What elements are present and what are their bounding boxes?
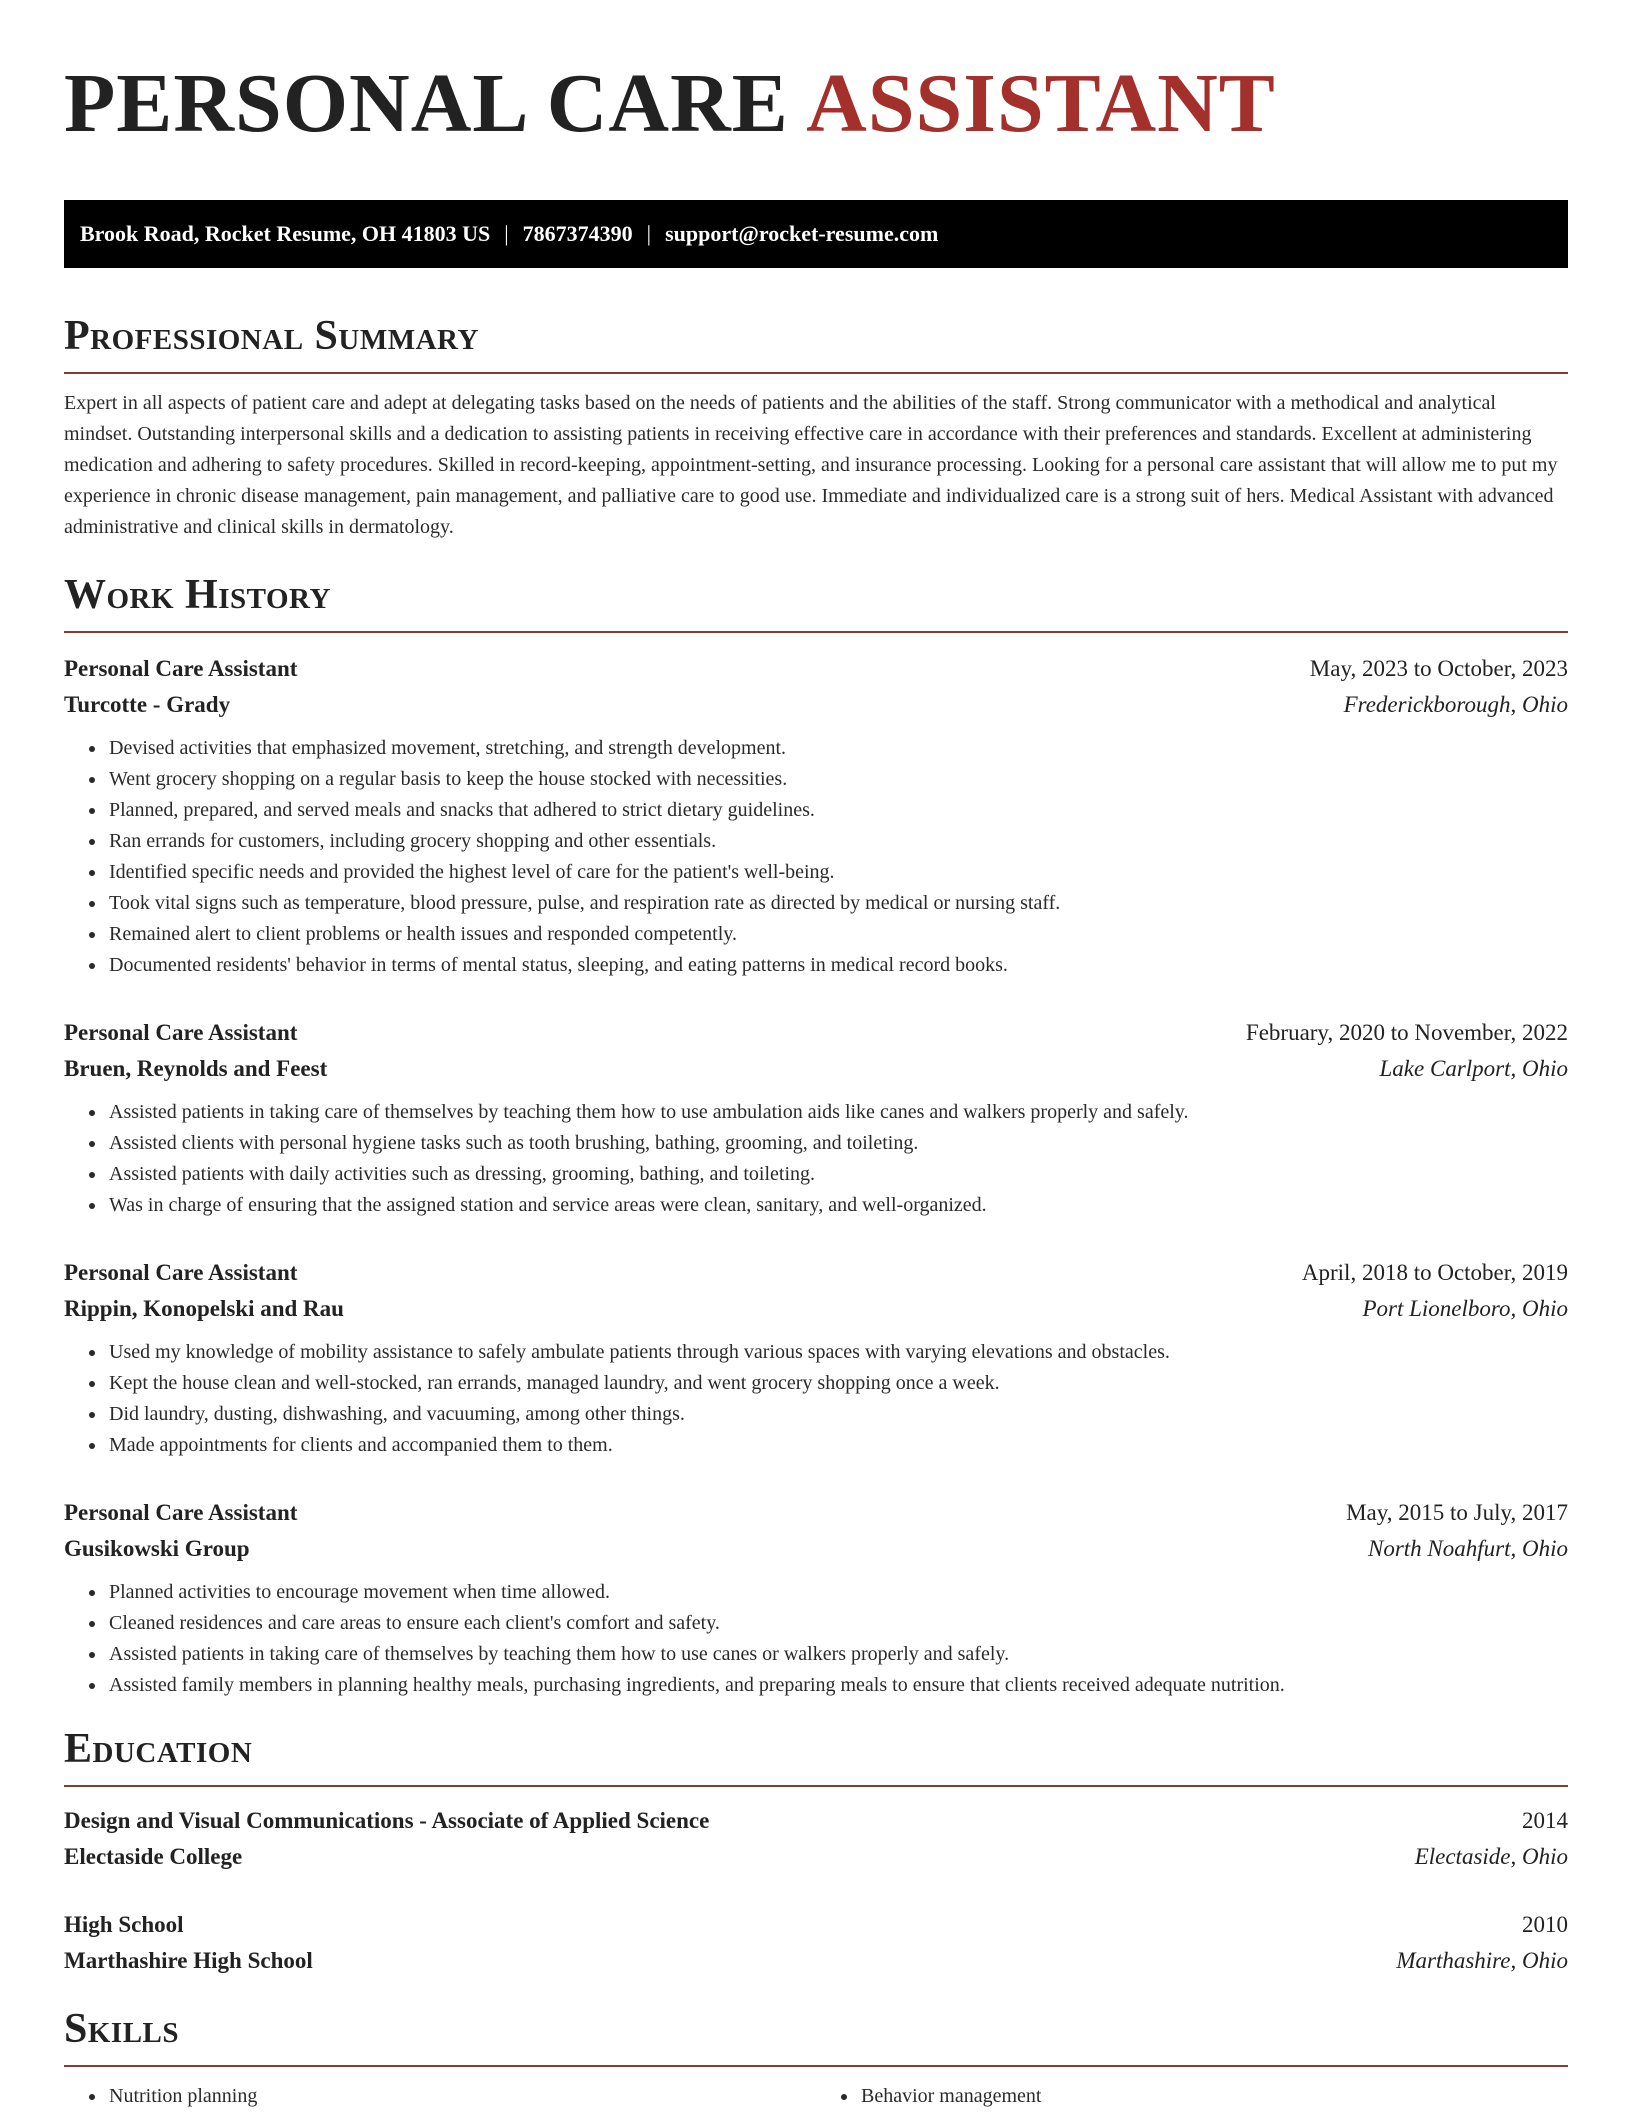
skill-item: • Behavior management [859,2081,1568,2112]
job-duty: • Did laundry, dusting, dishwashing, and vacuuming, among other things. [107,1399,1568,1430]
job-duty: • Kept the house clean and well-stocked, ran errands, managed laundry, and went grocery shopping once a week. [107,1368,1568,1399]
job-duty: • Was in charge of ensuring that the assigned station and service areas were clean, sanitary, and well-organized. [107,1190,1568,1221]
education-heading: Education [64,1723,1568,1787]
job-entry [64,1255,1568,1461]
skill-item: • Nutrition planning [107,2081,816,2112]
job-duty: • Cleaned residences and care areas to ensure each client's comfort and safety. [107,1608,1568,1639]
job-title: Personal Care Assistant [64,656,298,681]
education-entry [64,1907,1568,1979]
job-location: Lake Carlport, Ohio [1379,1056,1568,1081]
job-company: Turcotte - Grady [64,692,231,717]
education-location: Electaside, Ohio [1414,1844,1568,1869]
job-duty: • Documented residents' behavior in terms of mental status, sleeping, and eating patterns in medical record books. [107,950,1568,981]
contact-address: Brook Road, Rocket Resume, OH 41803 US [80,221,491,246]
job-dates: May, 2023 to October, 2023 [1309,656,1568,681]
education-degree: High School [64,1912,184,1937]
skills-column-right [816,2081,1568,2112]
title-accent: ASSISTANT [806,57,1276,150]
job-dates: February, 2020 to November, 2022 [1245,1020,1568,1045]
job-duties [64,1097,1568,1221]
education-school: Marthashire High School [64,1948,313,1973]
education-location: Marthashire, Ohio [1396,1948,1568,1973]
job-duty: • Assisted family members in planning healthy meals, purchasing ingredients, and preparing meals to ensure that clients received adequate nutrition. [107,1670,1568,1701]
job-duty: • Used my knowledge of mobility assistance to safely ambulate patients through various spaces with varying elevations and obstacles. [107,1337,1568,1368]
job-company: Bruen, Reynolds and Feest [64,1056,328,1081]
job-duty: • Planned, prepared, and served meals and snacks that adhered to strict dietary guidelines. [107,795,1568,826]
job-dates: May, 2015 to July, 2017 [1346,1500,1568,1525]
education-year: 2010 [1522,1912,1568,1937]
job-duty: • Remained alert to client problems or health issues and responded competently. [107,919,1568,950]
education-degree: Design and Visual Communications - Associate of Applied Science [64,1808,710,1833]
skills-list [816,2081,1568,2112]
job-duty: • Assisted clients with personal hygiene tasks such as tooth brushing, bathing, grooming, and toileting. [107,1128,1568,1159]
job-duty: • Took vital signs such as temperature, blood pressure, pulse, and respiration rate as directed by medical or nursing staff. [107,888,1568,919]
education-school: Electaside College [64,1844,243,1869]
job-duties [64,1577,1568,1701]
skills-heading: Skills [64,2003,1568,2067]
job-dates: April, 2018 to October, 2019 [1301,1260,1568,1285]
job-duty: • Assisted patients with daily activities such as dressing, grooming, bathing, and toileting. [107,1159,1568,1190]
job-duty: • Went grocery shopping on a regular basis to keep the house stocked with necessities. [107,764,1568,795]
job-location: North Noahfurt, Ohio [1367,1536,1568,1561]
skills-list [64,2081,816,2112]
job-title: Personal Care Assistant [64,1260,298,1285]
job-duties [64,1337,1568,1461]
job-duty: • Ran errands for customers, including grocery shopping and other essentials. [107,826,1568,857]
summary-heading: Professional Summary [64,310,1568,374]
title-main: PERSONAL CARE [64,57,789,150]
education-year: 2014 [1522,1808,1568,1833]
job-duty: • Assisted patients in taking care of themselves by teaching them how to use ambulation aids like canes and walkers properly and safely. [107,1097,1568,1128]
resume-title [64,0,1568,176]
skills-grid [64,2081,1568,2112]
contact-separator: | [504,221,509,246]
work-history-heading: Work History [64,569,1568,633]
contact-separator: | [646,221,652,246]
job-location: Frederickborough, Ohio [1343,692,1568,717]
job-title: Personal Care Assistant [64,1500,298,1525]
summary-text: Expert in all aspects of patient care and adept at delegating tasks based on the needs of patients and the abilities of the staff. Strong communicator with a methodical and analytical mindset. Outstanding interpersonal skills and a dedication to assisting patients in receiving effective care in accordance with their preferences and standards. Excellent at administering medication and adhering to safety procedures. Skilled in record-keeping, appointment-setting, and insurance processing. Looking for a personal care assistant that will allow me to put my experience in chronic disease management, pain management, and palliative care to good use. Immediate and individualized care is a strong suit of hers. Medical Assistant with advanced administrative and clinical skills in dermatology. [64,392,1558,538]
job-company: Rippin, Konopelski and Rau [64,1296,344,1321]
job-duty: • Devised activities that emphasized movement, stretching, and strength development. [107,733,1568,764]
job-location: Port Lionelboro, Ohio [1362,1296,1568,1321]
contact-phone: 7867374390 [522,221,633,246]
job-entry [64,651,1568,981]
job-title: Personal Care Assistant [64,1020,298,1045]
job-entry [64,1495,1568,1701]
job-duty: • Made appointments for clients and accompanied them to them. [107,1430,1568,1461]
job-duties [64,733,1568,981]
contact-email: support@rocket-resume.com [665,221,939,246]
job-duty: • Planned activities to encourage movement when time allowed. [107,1577,1568,1608]
contact-bar [64,200,1568,268]
job-entry [64,1015,1568,1221]
job-duty: • Identified specific needs and provided the highest level of care for the patient's well-being. [107,857,1568,888]
skills-column-left [64,2081,816,2112]
education-entry [64,1803,1568,1875]
job-duty: • Assisted patients in taking care of themselves by teaching them how to use canes or walkers properly and safely. [107,1639,1568,1670]
job-company: Gusikowski Group [64,1536,250,1561]
